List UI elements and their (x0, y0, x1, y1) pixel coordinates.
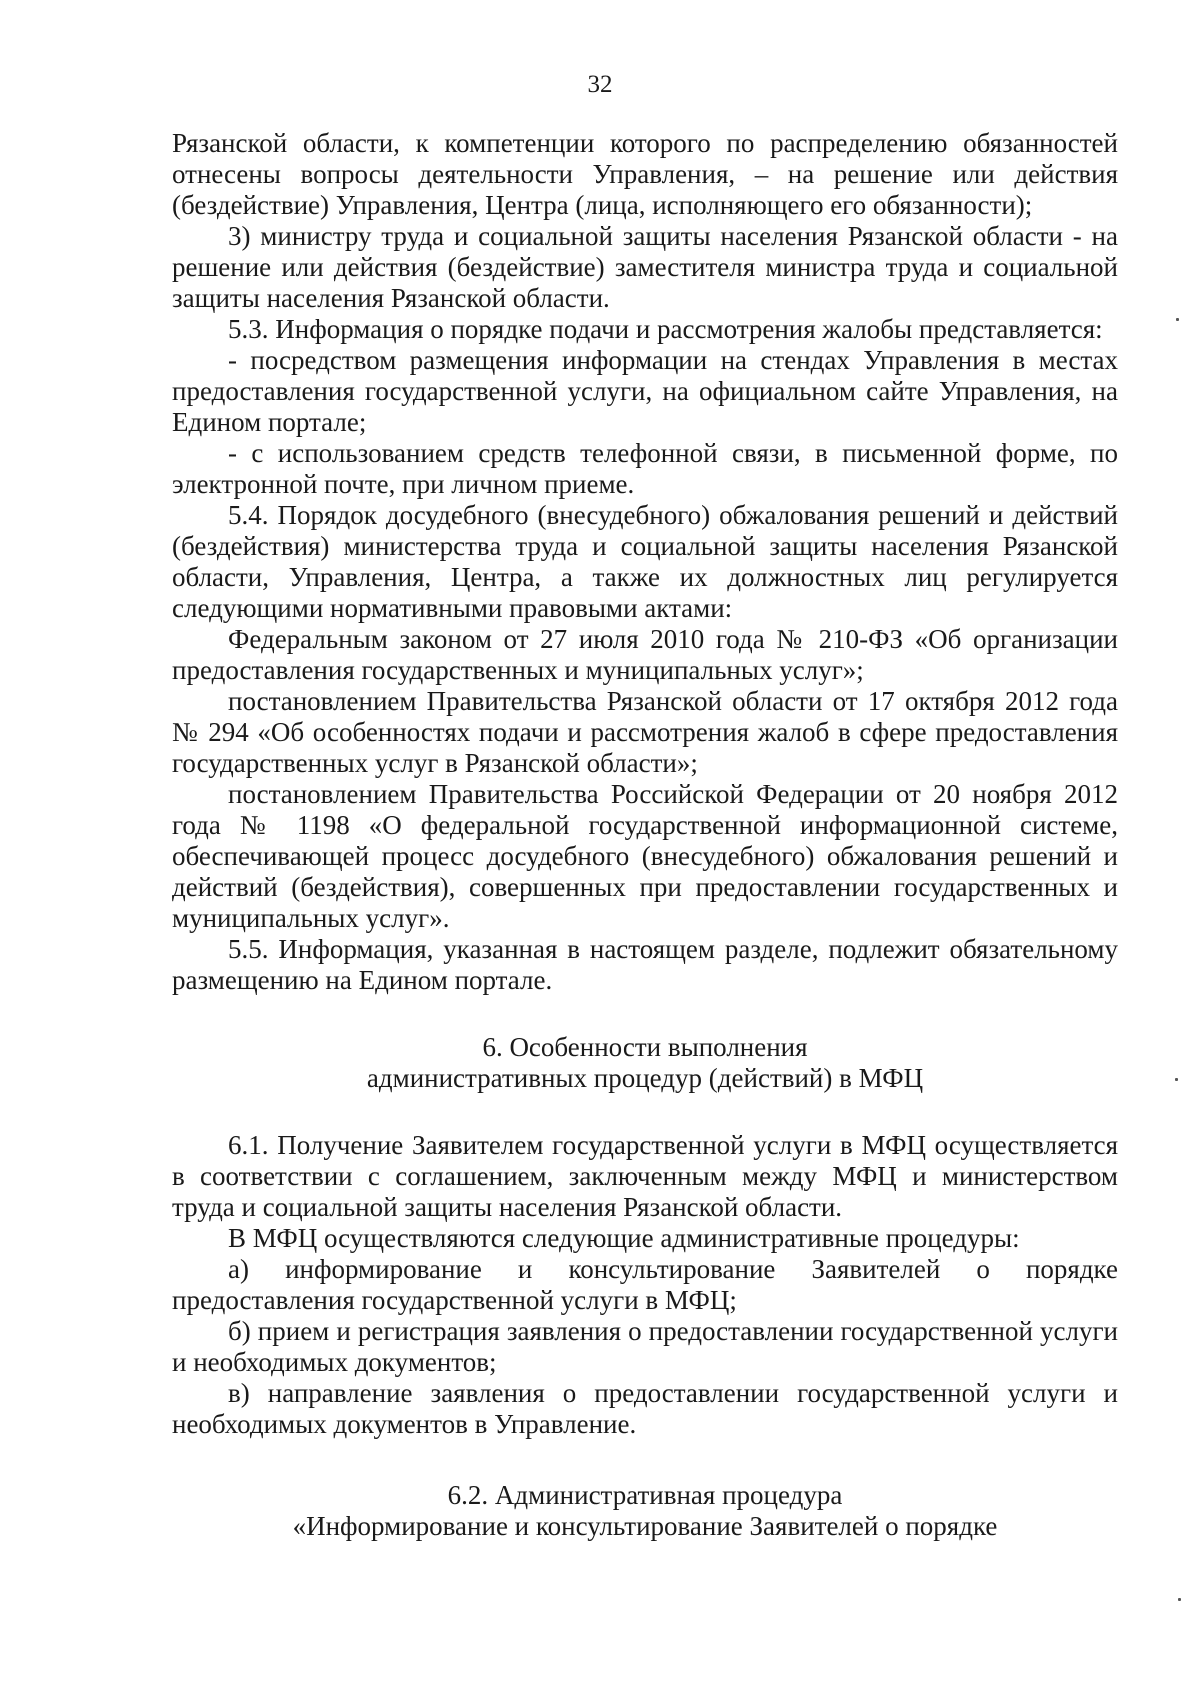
paragraph: 5.4. Порядок досудебного (внесудебного) обжалования решений и действий (бездействия) министерства труда и социальной защиты населения Рязанской области, Управления, Центра, а также их должностных лиц регулируется следующими нормативными правовыми актами: (172, 500, 1118, 623)
paragraph: б) прием и регистрация заявления о предоставлении государственной услуги и необходимых документов; (172, 1316, 1118, 1377)
paragraph: В МФЦ осуществляются следующие административные процедуры: (228, 1223, 1020, 1253)
paragraph: 5.3. Информация о порядке подачи и рассмотрения жалобы представляется: (228, 314, 1103, 344)
paragraph: 6.1. Получение Заявителем государственной услуги в МФЦ осуществляется в соответствии с соглашением, заключенным между МФЦ и министерством труда и социальной защиты населения Рязанской области. (172, 1130, 1118, 1222)
paragraph: Рязанской области, к компетенции которого по распределению обязанностей отнесены вопросы деятельности Управления, – на решение или действия (бездействие) Управления, Центра (лица, исполняющего его обязанности); (172, 128, 1118, 220)
paragraph: - посредством размещения информации на стендах Управления в местах предоставления государственной услуги, на официальном сайте Управления, на Едином портале; (172, 345, 1118, 437)
document-body (172, 128, 1118, 1542)
paragraph: в) направление заявления о предоставлении государственной услуги и необходимых документов в Управление. (172, 1378, 1118, 1439)
paragraph: а) информирование и консультирование Заявителей о порядке предоставления государственной услуги в МФЦ; (172, 1254, 1118, 1315)
paragraph: 3) министру труда и социальной защиты населения Рязанской области - на решение или действия (бездействие) заместителя министра труда и социальной защиты населения Рязанской области. (172, 221, 1118, 313)
scan-speck (1178, 1598, 1181, 1601)
paragraph: постановлением Правительства Рязанской области от 17 октября 2012 года № 294 «Об особенностях подачи и рассмотрения жалоб в сфере предоставления государственных услуг в Рязанской области»; (172, 686, 1118, 778)
scan-speck (1176, 318, 1179, 321)
section-heading-line: административных процедур (действий) в МФЦ (366, 1063, 924, 1093)
section-heading-line: 6.2. Административная процедура (447, 1480, 843, 1510)
page-number: 32 (587, 71, 613, 98)
scan-speck (1175, 1078, 1178, 1081)
section-heading-line: «Информирование и консультирование Заявителей о порядке (292, 1511, 998, 1541)
section-heading-line: 6. Особенности выполнения (482, 1032, 808, 1062)
paragraph: - с использованием средств телефонной связи, в письменной форме, по электронной почте, при личном приеме. (172, 438, 1118, 499)
paragraph: 5.5. Информация, указанная в настоящем разделе, подлежит обязательному размещению на Едином портале. (172, 934, 1118, 995)
paragraph: постановлением Правительства Российской Федерации от 20 ноября 2012 года № 1198 «О федеральной государственной информационной системе, обеспечивающей процесс досудебного (внесудебного) обжалования решений и действий (бездействия), совершенных при предоставлении государственных и муниципальных услуг». (172, 779, 1118, 933)
paragraph: Федеральным законом от 27 июля 2010 года № 210-ФЗ «Об организации предоставления государственных и муниципальных услуг»; (172, 624, 1118, 685)
